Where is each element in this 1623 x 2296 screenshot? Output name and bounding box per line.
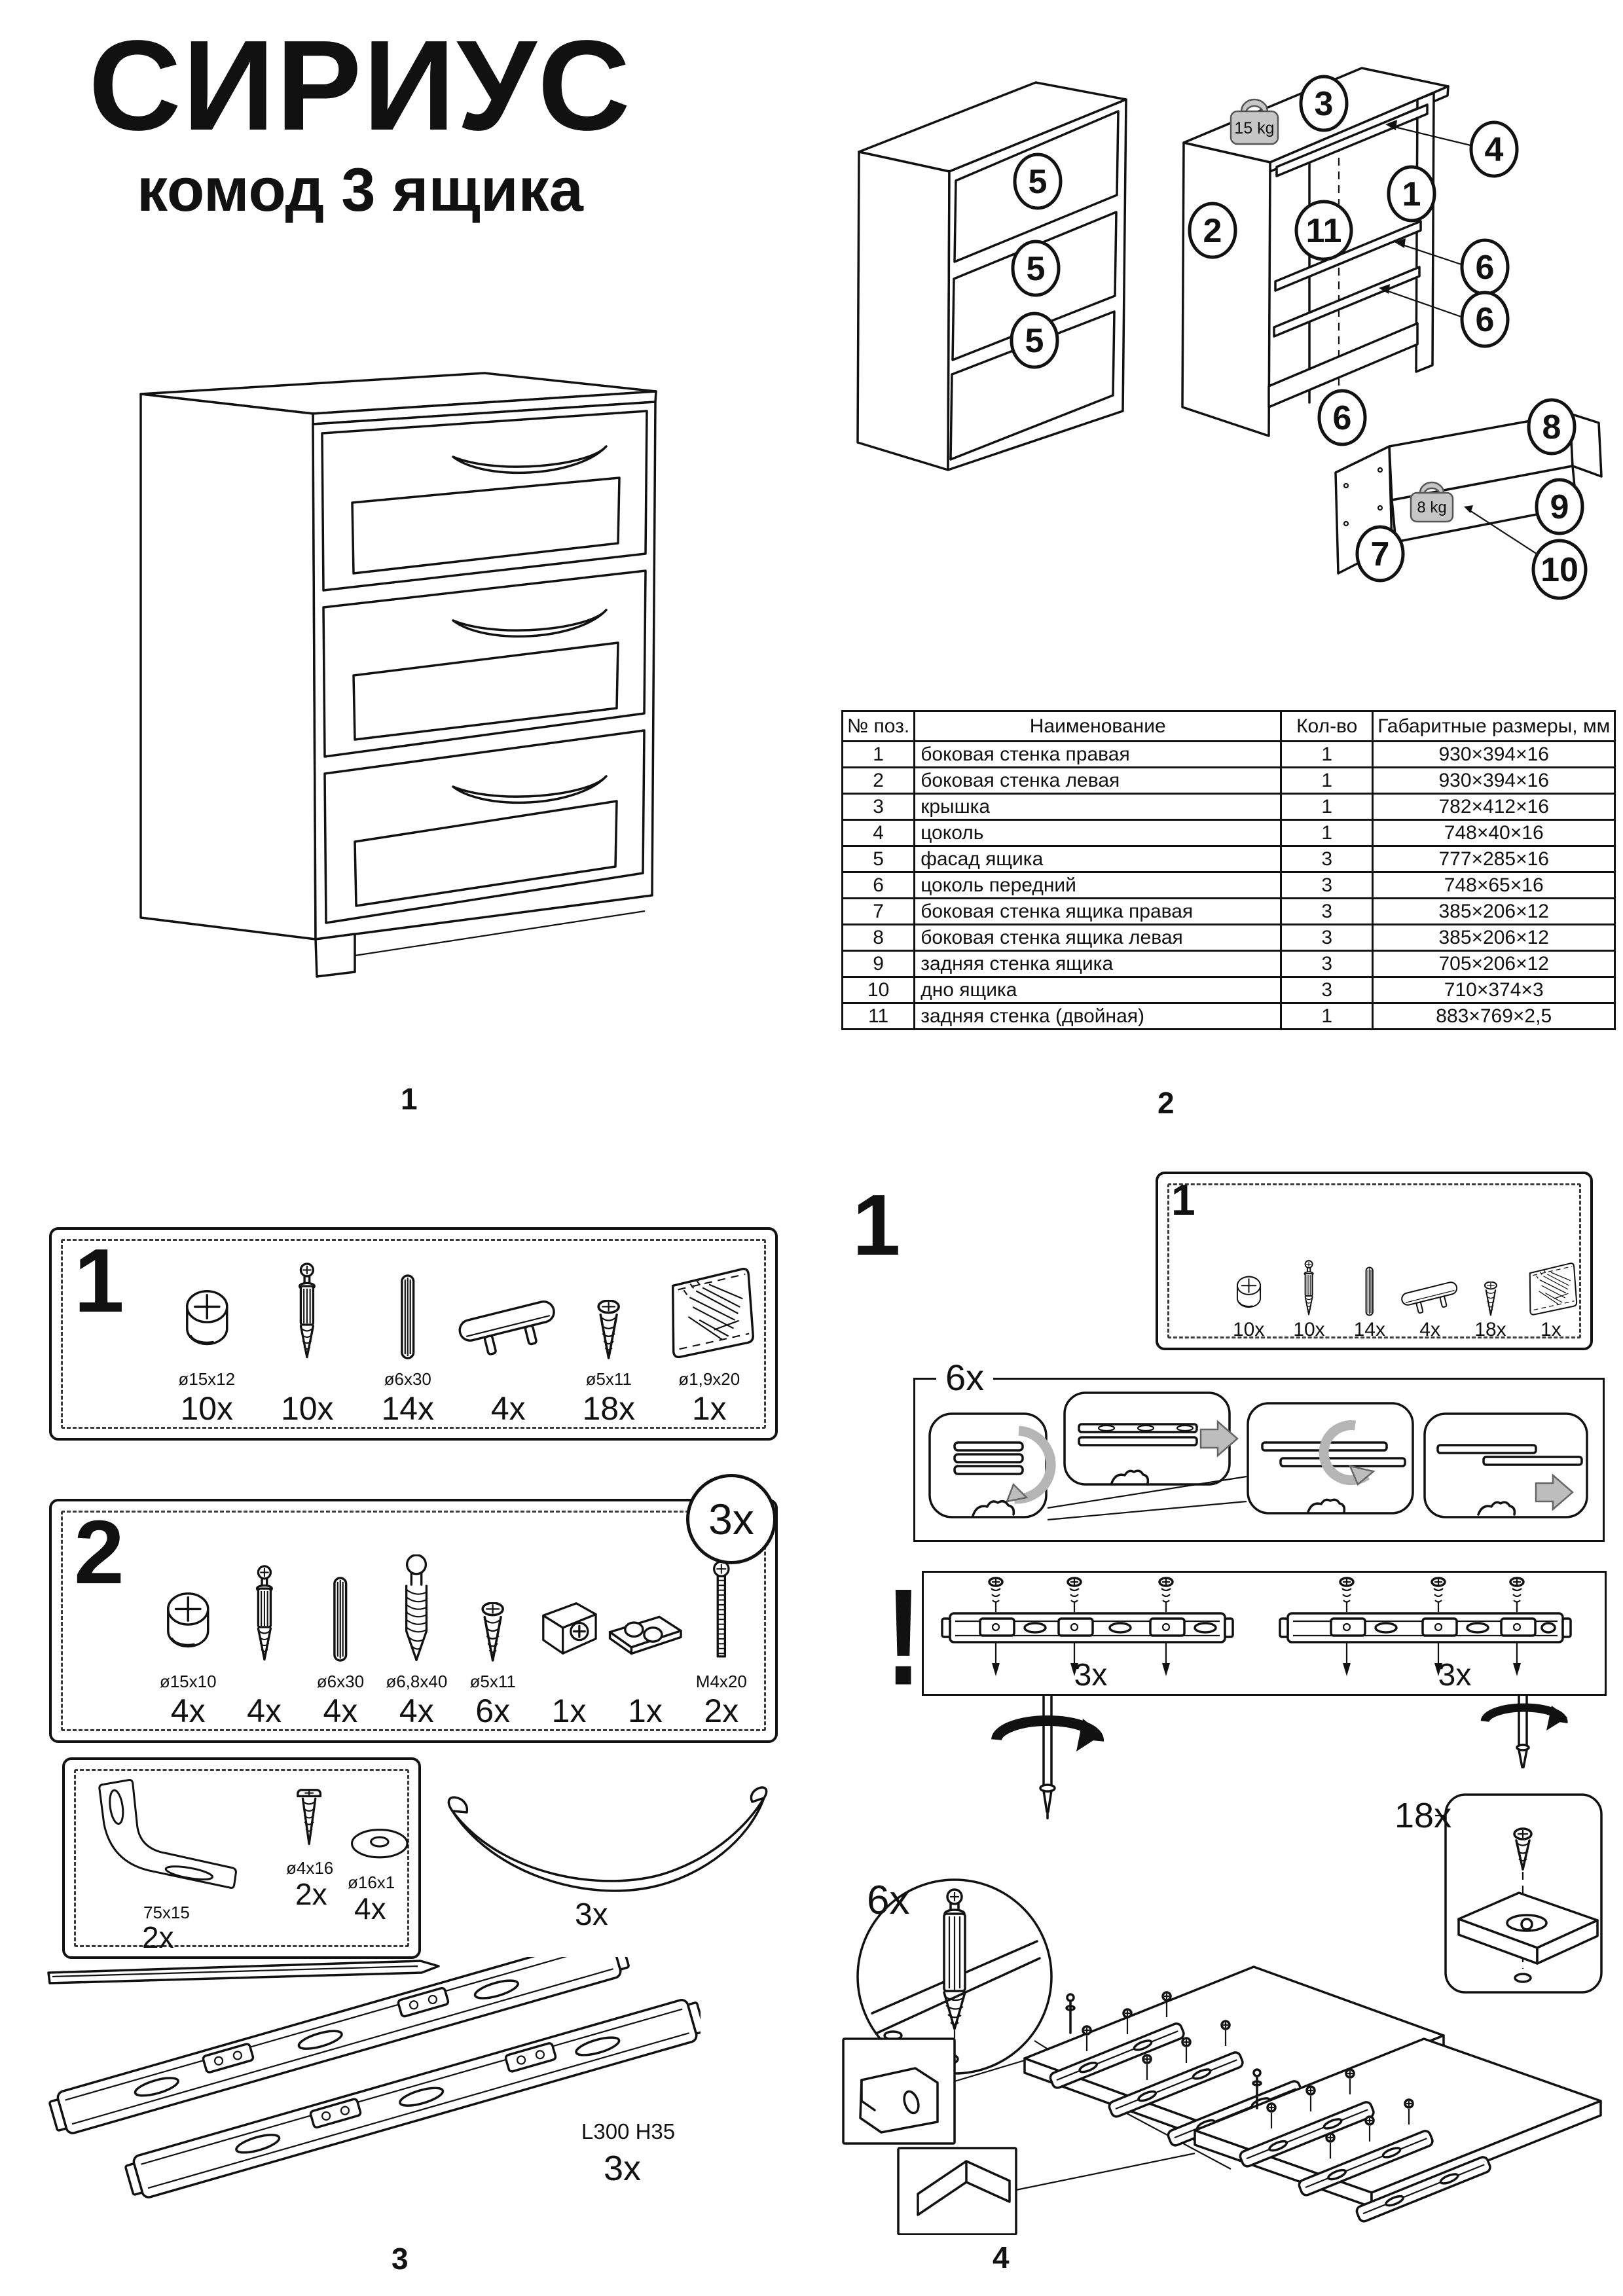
step-1-number: 1: [852, 1177, 901, 1273]
kit-item: [1400, 1276, 1460, 1341]
callout-11: [1296, 202, 1351, 259]
callout-5c: [1012, 314, 1057, 367]
kit-item: [458, 1291, 559, 1427]
kit-item-qty: 10x: [280, 1390, 334, 1427]
part-qty: 3: [1281, 846, 1373, 872]
part-name: цоколь: [915, 820, 1281, 846]
screw-icon: [1483, 1282, 1499, 1318]
kit-item-size: ø1,9x20: [678, 1369, 740, 1389]
kit-1-number: 1: [74, 1230, 124, 1331]
dowel-icon: [1363, 1265, 1376, 1318]
kit-2-multiplier-badge: 3x: [686, 1474, 776, 1564]
part-position: 2: [843, 768, 915, 794]
part-dims: 777×285×16: [1373, 846, 1615, 872]
page-number-1: 1: [401, 1082, 418, 1116]
wood-screw-icon: [295, 1786, 323, 1849]
svg-text:10: 10: [1541, 551, 1578, 589]
svg-text:1: 1: [1402, 175, 1421, 213]
bracket-size: 75x15: [143, 1903, 190, 1922]
cam-bolt-icon: [293, 1263, 321, 1362]
svg-text:9: 9: [1550, 488, 1569, 526]
part-dims: 748×65×16: [1373, 872, 1615, 899]
part-dims: 930×394×16: [1373, 768, 1615, 794]
dowel-icon: [329, 1574, 352, 1664]
kit-item-size: ø15x10: [159, 1672, 217, 1691]
washer-icon: [345, 1823, 414, 1866]
part-qty: 1: [1281, 1003, 1373, 1030]
part-name: задняя стенка ящика: [915, 951, 1281, 977]
cam-lock-icon: [178, 1285, 236, 1362]
washer-qty: 4x: [354, 1892, 386, 1926]
kit-2-number: 2: [74, 1502, 124, 1603]
part-dims: 930×394×16: [1373, 742, 1615, 768]
slide-prep-steps: [915, 1380, 1599, 1536]
callout-1: [1389, 167, 1434, 221]
part-name: боковая стенка левая: [915, 768, 1281, 794]
table-row: [843, 846, 1615, 872]
svg-text:3: 3: [1314, 85, 1334, 123]
svg-text:6: 6: [1475, 249, 1495, 287]
kit-item: [378, 1554, 454, 1730]
svg-text:4: 4: [1484, 131, 1504, 169]
kit-item-size: ø6,8x40: [386, 1672, 448, 1691]
rail-screws-drawing: [924, 1573, 1601, 1690]
kit-item: [455, 1602, 531, 1730]
page-number-2: 2: [1158, 1086, 1175, 1120]
callout-10: [1533, 541, 1586, 598]
hardware-kit-2: [49, 1499, 778, 1743]
rail-assembly-drawing: [838, 1695, 1611, 2235]
table-row: [843, 820, 1615, 846]
part-dims: 385×206×12: [1373, 899, 1615, 925]
table-row: [843, 951, 1615, 977]
kit-item-qty: 4x: [1419, 1319, 1440, 1340]
cam-lock-icon: [1232, 1273, 1266, 1318]
part-dims: 705×206×12: [1373, 951, 1615, 977]
svg-text:6: 6: [1475, 301, 1495, 339]
part-qty: 3: [1281, 951, 1373, 977]
part-name: боковая стенка ящика левая: [915, 925, 1281, 951]
svg-text:5: 5: [1026, 250, 1046, 288]
bracket-qty: 2x: [142, 1920, 174, 1954]
kit-item: [357, 1272, 458, 1427]
part-position: 5: [843, 846, 915, 872]
col-qty: Кол-во: [1281, 711, 1373, 742]
kit-item-qty: 18x: [582, 1390, 636, 1427]
step1-box-number: 1: [1171, 1175, 1195, 1224]
kit-item: [1460, 1282, 1520, 1341]
cam-lock-icon: [159, 1587, 217, 1664]
callout-9: [1537, 480, 1582, 533]
kit-item-qty: 2x: [704, 1693, 739, 1729]
part-name: цоколь передний: [915, 872, 1281, 899]
kit-item: [558, 1300, 659, 1427]
table-row: [843, 1003, 1615, 1030]
kit-item-qty: 10x: [1293, 1319, 1325, 1340]
kit-item-size: ø5x11: [585, 1369, 632, 1389]
page-number-3: 3: [392, 2242, 409, 2276]
part-qty: 3: [1281, 899, 1373, 925]
kit-item-qty: 4x: [170, 1693, 206, 1729]
callout-6b: [1462, 293, 1508, 346]
handle-qty: 3x: [575, 1897, 608, 1932]
kit-item-qty: 4x: [399, 1693, 434, 1729]
part-qty: 3: [1281, 925, 1373, 951]
page-title: СИРИУС: [88, 14, 632, 157]
parts-table: [841, 710, 1616, 1030]
svg-text:8 kg: 8 kg: [1417, 499, 1447, 516]
dowel-icon: [397, 1272, 419, 1362]
slide-prep-qty: 6x: [936, 1356, 993, 1399]
part-position: 3: [843, 794, 915, 820]
svg-text:11: 11: [1305, 212, 1342, 250]
screw-icon: [595, 1300, 622, 1362]
screwdriver-icon: [996, 1696, 1103, 1818]
cabinet-drawing: [92, 347, 694, 1014]
col-dims: Габаритные размеры, мм: [1373, 711, 1615, 742]
drawer-handle-drawing: [442, 1784, 776, 1898]
kit-item: [156, 1285, 257, 1427]
svg-text:18x: 18x: [1395, 1796, 1452, 1835]
warning-mark: !: [885, 1560, 922, 1714]
kit-item: [226, 1565, 302, 1730]
part-position: 4: [843, 820, 915, 846]
svg-text:5: 5: [1025, 322, 1044, 360]
callout-8: [1529, 400, 1575, 454]
callout-2: [1190, 204, 1235, 257]
washer-size: ø16x1: [348, 1873, 395, 1892]
part-name: боковая стенка правая: [915, 742, 1281, 768]
screwdriver-2-icon: [1485, 1695, 1567, 1767]
side-panels-with-rails: [1025, 1967, 1601, 2223]
slide-model: L300 H35: [581, 2119, 676, 2144]
table-row: [843, 899, 1615, 925]
callout-7: [1357, 527, 1403, 581]
part-name: крышка: [915, 794, 1281, 820]
kit-item-qty: 10x: [1232, 1319, 1265, 1340]
svg-text:2: 2: [1203, 212, 1222, 250]
part-qty: 1: [1281, 742, 1373, 768]
screw-icon: [479, 1602, 506, 1664]
part-qty: 3: [1281, 872, 1373, 899]
page-subtitle: комод 3 ящика: [137, 154, 583, 224]
kit-item: [302, 1574, 378, 1730]
table-row: [843, 872, 1615, 899]
handle-block-icon: [1395, 1276, 1466, 1318]
slide-qty: 3x: [604, 2149, 642, 2188]
part-dims: 782×412×16: [1373, 794, 1615, 820]
callout-6c: [1319, 391, 1365, 444]
parts-table-wrap: [841, 710, 1616, 1030]
part-position: 8: [843, 925, 915, 951]
svg-text:7: 7: [1370, 535, 1390, 573]
kit-item: [1279, 1260, 1339, 1341]
part-position: 11: [843, 1003, 915, 1030]
corner-block-icon: [532, 1591, 606, 1664]
bracket-kit-box: [62, 1757, 421, 1959]
cam-bolt-icon: [251, 1565, 278, 1664]
kit-item: [257, 1263, 358, 1427]
kit-item: [607, 1604, 683, 1730]
kit-item-size: ø15x12: [178, 1369, 236, 1389]
part-position: 10: [843, 977, 915, 1003]
kit-item-qty: 1x: [628, 1693, 663, 1729]
part-position: 7: [843, 899, 915, 925]
kit-item: [150, 1587, 226, 1730]
page-number-4: 4: [993, 2240, 1010, 2274]
table-row: [843, 768, 1615, 794]
kit-item: [1340, 1265, 1400, 1341]
col-position: № поз.: [843, 711, 915, 742]
part-qty: 1: [1281, 794, 1373, 820]
kit-item-qty: 4x: [247, 1693, 282, 1729]
kit-item-qty: 4x: [490, 1390, 526, 1427]
kit-item-size: ø6x30: [316, 1672, 365, 1691]
part-position: 1: [843, 742, 915, 768]
header: [56, 14, 665, 225]
svg-text:3x: 3x: [1074, 1658, 1108, 1690]
kit-item-qty: 14x: [1353, 1319, 1385, 1340]
kit-item-size: M4x20: [695, 1672, 747, 1691]
part-name: боковая стенка ящика правая: [915, 899, 1281, 925]
step1-hardware-box: [1156, 1172, 1593, 1350]
kit-item-qty: 1x: [691, 1390, 727, 1427]
nail-bag-icon: [657, 1259, 761, 1362]
svg-text:6: 6: [1332, 399, 1352, 437]
part-dims: 385×206×12: [1373, 925, 1615, 951]
screw-detail-box: [1395, 1795, 1601, 1992]
part-position: 6: [843, 872, 915, 899]
table-row: [843, 742, 1615, 768]
part-name: фасад ящика: [915, 846, 1281, 872]
part-dims: 710×374×3: [1373, 977, 1615, 1003]
table-row: [843, 794, 1615, 820]
kit-item-qty: 4x: [323, 1693, 358, 1729]
hardware-kit-1: [49, 1227, 778, 1441]
kit-item: [1521, 1257, 1581, 1341]
table-row: [843, 977, 1615, 1003]
kit-item: [659, 1259, 760, 1427]
kit-item-qty: 14x: [381, 1390, 435, 1427]
svg-text:6x: 6x: [867, 1878, 910, 1923]
bracket-screw-size: ø4x16: [286, 1858, 334, 1878]
exploded-diagram: [818, 46, 1611, 648]
col-name: Наименование: [915, 711, 1281, 742]
plate-icon: [601, 1604, 690, 1664]
callout-3: [1301, 77, 1347, 130]
kit-item: [531, 1591, 607, 1730]
nail-bag-icon: [1521, 1257, 1581, 1318]
callout-4: [1471, 122, 1517, 176]
part-position: 9: [843, 951, 915, 977]
kit-item-qty: 10x: [180, 1390, 234, 1427]
part-qty: 1: [1281, 768, 1373, 794]
table-row: [843, 925, 1615, 951]
svg-text:8: 8: [1542, 408, 1561, 446]
svg-text:15 kg: 15 kg: [1234, 119, 1275, 137]
part-name: дно ящика: [915, 977, 1281, 1003]
kit-item-size: ø5x11: [469, 1672, 516, 1691]
part-qty: 3: [1281, 977, 1373, 1003]
kit-item-qty: 1x: [1540, 1319, 1561, 1340]
kit-item: [684, 1561, 759, 1730]
svg-text:5: 5: [1028, 163, 1048, 201]
part-dims: 748×40×16: [1373, 820, 1615, 846]
part-dims: 883×769×2,5: [1373, 1003, 1615, 1030]
bracket-screw-qty: 2x: [295, 1877, 327, 1911]
kit-item-qty: 1x: [551, 1693, 587, 1729]
kit-item: [1218, 1273, 1279, 1341]
callout-5a: [1015, 154, 1061, 208]
cam-bolt-icon: [1301, 1260, 1317, 1318]
kit-item-qty: 18x: [1474, 1319, 1506, 1340]
part-qty: 1: [1281, 820, 1373, 846]
corner-detail-inset-b: [898, 2148, 1195, 2234]
kit-item-qty: 6x: [475, 1693, 511, 1729]
table-header-row: [843, 711, 1615, 742]
machine-screw-icon: [711, 1561, 732, 1664]
euro-screw-icon: [401, 1554, 431, 1664]
svg-text:3x: 3x: [1438, 1658, 1472, 1690]
handle-block-icon: [447, 1291, 570, 1362]
part-name: задняя стенка (двойная): [915, 1003, 1281, 1030]
callout-6a: [1462, 240, 1508, 294]
drawer-slide-drawing: [39, 1957, 701, 2245]
callout-5b: [1013, 242, 1059, 295]
l-bracket-icon: [79, 1774, 254, 1904]
kit-item-size: ø6x30: [384, 1369, 431, 1389]
